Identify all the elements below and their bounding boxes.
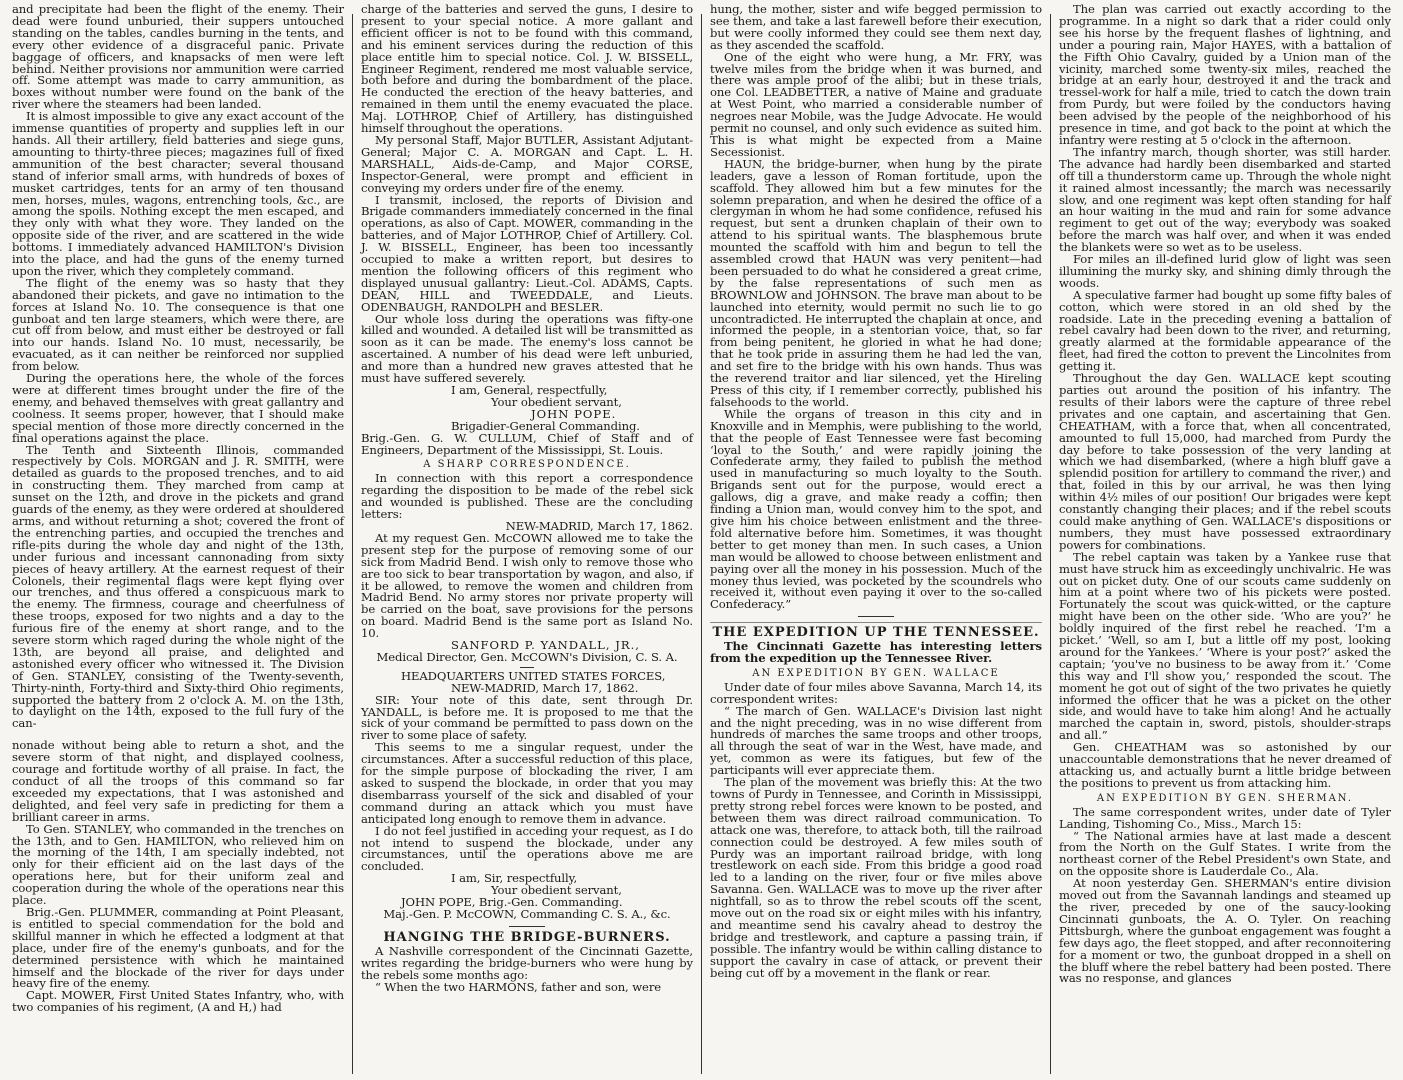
signature: SANFORD P. YANDALL, JR., bbox=[451, 638, 640, 653]
paragraph: Capt. MOWER, First United States Infantry, who, with two companies of his regiment, (A and H,) had bbox=[12, 988, 344, 1015]
paragraph: The plan was carried out exactly according to the programme. In a night so dark that a rider could only see his horse by the frequent flashes of lightning, and under a pouring rain, Major HAYES, with a battalion of the Fifth Ohio Cavalry, guided by a Union man of the vicinity, marched some twenty-six miles, reached the bridge at an early hour, destroyed it and the track and tressel-work for half a mile, tried to catch the down train from Purdy, but were foiled by the conductors having been advised by the people of the neighborhood of his presence in time, and got back to the point at which the infantry were resting at 5 o'clock in the afternoon. bbox=[1059, 4, 1391, 147]
letter-closing: I am, General, respectfully, bbox=[451, 383, 608, 397]
paragraph: I transmit, inclosed, the reports of Division and Brigade commanders immediately concerned in the final operations, as also of Capt. MOWER, commanding in the batteries, and of Major LOTHROP, Chief of Artillery. Col. J. W. BISSELL, Engineer, has been too incessantly occupied to make a written report, but desires to mention the following officers of this regiment who displayed unusual gallantry: Lieut.-Col. ADAMS, Capts. DEAN, HILL and TWEEDDALE, and Lieuts. ODENBAUGH, RANDOLPH and BESLER. bbox=[361, 192, 693, 314]
paragraph: “ The National armies have at last made a descent from the North on the Gulf States. I write from the northeast corner of the Rebel President's own State, and on the opposite shore is Lauderdale Co., Ala. bbox=[1059, 828, 1391, 879]
paragraph: “ When the two HARMONS, father and son, were bbox=[375, 979, 662, 994]
letter-closing: Your obedient servant, bbox=[491, 394, 622, 409]
intro-paragraph: The Cincinnati Gazette has interesting letters from the expedition up the Tennessee River. bbox=[710, 639, 1042, 666]
subheading: AN EXPEDITION BY GEN. SHERMAN. bbox=[1096, 792, 1354, 804]
column-3 bbox=[704, 4, 1048, 1080]
horizontal-rule bbox=[710, 622, 1042, 623]
divider bbox=[520, 667, 534, 668]
dateline: NEW-MADRID, March 17, 1862. bbox=[451, 680, 639, 695]
subheading: AN EXPEDITION BY GEN. WALLACE bbox=[752, 667, 1000, 679]
paragraph: One of the eight who were hung, a Mr. FRY, was twelve miles from the bridge when it was burned, and there was ample proof of the alibi; but in these trials, one Col. LEADBETTER, a native of Maine and graduate at West Point, who married a considerable number of negroes near Mobile, was the Judge Advocate. He would permit no counsel, and only such evidence as suited him. This is what might be expected from a Maine Secessionist. bbox=[710, 49, 1042, 159]
paragraph: The rebel captain was taken by a Yankee ruse that must have struck him as exceedingly unchivalric. He was out on picket duty. One of our scouts came suddenly on him at a point where two of his pickets were posted. Fortunately the scout was quick-witted, or the capture might have been on the other side. ‘Who are you?’ he boldly inquired of the first rebel he reached. ‘I'm a picket.’ ‘Well, so am I, but a little off my post, looking around for the Yankees.’ ‘Where is your post?’ asked the captain; ‘you've no business to be away from it.’ ‘Come this way and I'll show you,’ responded the scout. The moment he got out of sight of the two privates he quietly informed the officer that he was a picket on the other side, and would have to take him along! And he actually marched the captain in, sword, pistols, shoulder-straps and all.” bbox=[1059, 549, 1391, 743]
paragraph: The flight of the enemy was so hasty that they abandoned their pickets, and gave no intimation to the forces at Island No. 10. The consequence is that one gunboat and ten large steamers, which were there, are cut off from below, and must either be destroyed or fall into our hands. Island No. 10 must, necessarily, be evacuated, as it can neither be reinforced nor supplied from below. bbox=[12, 275, 344, 374]
addressee: Maj.-Gen. P. McCOWN, Commanding C. S. A., &c. bbox=[383, 906, 671, 921]
paragraph: In connection with this report a correspondence regarding the disposition to be made of the rebel sick and wounded is published. These are the concluding letters: bbox=[361, 471, 693, 522]
column-2 bbox=[355, 4, 699, 1080]
paragraph: The Tenth and Sixteenth Illinois, commanded respectively by Cols. MORGAN and J. R. SMITH, were detailed as guards to the proposed trenches, and to aid in constructing them. They marched from camp at sunset on the 12th, and drove in the pickets and grand guards of the enemy, as they were ordered at shouldered arms, and without returning a shot; covered the front of the entrenching parties, and occupied the trenches and rifle-pits during the whole day and night of the 13th, under furious and incessant cannonading from sixty pieces of heavy artillery. At the earnest request of their Colonels, their regimental flags were kept flying over our trenches, and thus offered a conspicuous mark to the enemy. The firmness, courage and cheerfulness of these troops, exposed for two nights and a day to the furious fire of the enemy at short range, and to the severe storm which raged during the whole night of the 13th, are beyond all praise, and delighted and astonished every officer who witnessed it. The Division of Gen. STANLEY, consisting of the Twenty-seventh, Thirty-ninth, Forty-third and Sixty-third Ohio regiments, supported the battery from 2 o'clock A. M. on the 13th, to daylight on the 14th, exposed to the full fury of the can- bbox=[12, 442, 344, 731]
paragraph: Under date of four miles above Savanna, March 14, its correspondent writes: bbox=[710, 679, 1042, 706]
paragraph: Brig.-Gen. PLUMMER, commanding at Point Pleasant, is entitled to special commendation for the bold and skillful manner in which he effected a lodgment at that place, under fire of the enemy's gunboats, and for the determined persistence with which he maintained himself and the blockade of the river for days under heavy fire of the enemy. bbox=[12, 904, 344, 991]
signature: JOHN POPE. bbox=[531, 406, 617, 421]
paragraph: The plan of the movement was briefly this: At the two towns of Purdy in Tennessee, and Corinth in Mississippi, pretty strong rebel forces were known to be posted, and between them was direct railroad communication. To attack one was, therefore, to attack both, till the railroad connection could be destroyed. A few miles south of Purdy was an important railroad bridge, with long trestlework on each side. From this bridge a good road led to a landing on the river, four or five miles above Savanna. Gen. WALLACE was to move up the river after nightfall, so as to throw the rebel scouts off the scent, move out on the road six or eight miles with his infantry, and meantime send his cavalry ahead to destroy the bridge and trestlework, and capture a passing train, if possible. The infantry would be within calling distance to support the cavalry in case of attack, or prevent their being cut off by a movement in the flank or rear. bbox=[710, 775, 1042, 980]
column-divider bbox=[352, 14, 353, 1074]
column-divider bbox=[701, 14, 702, 1074]
paragraph: “ The march of Gen. WALLACE's Division last night and the night preceding, was in no wise different from hundreds of marches the same troops and other troops, all through the seat of war in the West, have made, and yet, common as were its fatigues, but few of the participants will ever appreciate them. bbox=[710, 703, 1042, 778]
paragraph: and precipitate had been the flight of the enemy. Their dead were found unburied, their suppers untouched standing on the tables, candles burning in the tents, and every other evidence of a disgraceful panic. Private baggage of officers, and knapsacks of men were left behind. Neither provisions nor ammunition were carried off. Some attempt was made to carry ammunition, as boxes without number were found on the bank of the river where the steamers had been landed. bbox=[12, 4, 344, 112]
paragraph: A Nashville correspondent of the Cincinnati Gazette, writes regarding the bridge-burners who were hung by the rebels some months ago: bbox=[361, 943, 693, 982]
paragraph: I do not feel justified in acceding your request, as I do not intend to suspend the blockade, under any circumstances, until the operations above me are concluded. bbox=[361, 823, 693, 874]
paragraph: At noon yesterday Gen. SHERMAN's entire division moved out from the Savannah landings and steamed up the river, preceded by one of the saucy-looking Cincinnati gunboats, the A. O. Tyler. On reaching Pittsburgh, where the gunboat engagement was fought a few days ago, the fleet stopped, and after reconnoitering for a moment or two, the gunboat dropped in a shell on the bluff where the rebel battery had been posted. There was no response, and glances bbox=[1059, 876, 1391, 986]
headquarters-line: HEADQUARTERS UNITED STATES FORCES, bbox=[401, 668, 666, 683]
section-heading: THE EXPEDITION UP THE TENNESSEE. bbox=[712, 625, 1040, 641]
paragraph: Throughout the day Gen. WALLACE kept scouting parties out around the position of his infantry. The results of their labors were the capture of three rebel privates and one captain, and ascertaining that Gen. CHEATHAM, with a force that, when all concentrated, amounted to full 15,000, had marched from Purdy the day before to take possession of the very landing at which we had disembarked, (where a high bluff gave a splendid position for artillery to command the river,) and that, foiled in this by our arrival, he was then lying within 4½ miles of our position! Our brigades were kept constantly changing their places; and if the rebel scouts could make anything of Gen. WALLACE's dispositions or numbers, they must have possessed extraordinary powers for combinations. bbox=[1059, 371, 1391, 552]
paragraph: During the operations here, the whole of the forces were at different times brought under the fire of the enemy, and behaved themselves with great gallantry and coolness. It seems proper, however, that I should make special mention of those more directly concerned in the final operations against the place. bbox=[12, 371, 344, 445]
paragraph: Gen. CHEATHAM was so astonished by our unaccountable demonstrations that he never dreamed of attacking us, and actually burnt a little bridge between the positions to prevent us from attacking him. bbox=[1059, 740, 1391, 790]
column-1 bbox=[6, 4, 350, 1080]
signature: JOHN POPE, Brig.-Gen. Commanding. bbox=[401, 895, 623, 910]
section-heading: A SHARP CORRESPONDENCE. bbox=[423, 459, 631, 471]
paragraph: For miles an ill-defined lurid glow of light was seen illumining the murky sky, and shining dimly through the woods. bbox=[1059, 252, 1391, 290]
dateline: NEW-MADRID, March 17, 1862. bbox=[505, 518, 693, 533]
paragraph: charge of the batteries and served the guns, I desire to present to your special notice. A more gallant and efficient officer is not to be found with this command, and his eminent services during the reduction of this place entitle him to special notice. Col. J. W. BISSELL, Engineer Regiment, rendered me most valuable service, both before and during the bombardment of the place. He conducted the erection of the heavy batteries, and remained in them until the enemy evacuated the place. Maj. LOTHROP, Chief of Artillery, has distinguished himself throughout the operations. bbox=[361, 4, 693, 136]
paragraph: SIR: Your note of this date, sent through Dr. YANDALL, is before me. It is proposed to me that the sick of your command be permitted to pass down on the river to some place of safety. bbox=[361, 692, 693, 743]
signature-title: Brigadier-General Commanding. bbox=[451, 418, 640, 433]
section-heading: HANGING THE BRIDGE-BURNERS. bbox=[383, 929, 671, 945]
column-4 bbox=[1053, 4, 1397, 1080]
column-divider bbox=[1050, 14, 1051, 1074]
paragraph: To Gen. STANLEY, who commanded in the trenches on the 13th, and to Gen. HAMILTON, who relieved him on the morning of the 14th, I am specially indebted, not only for their efficient aid on the last days of the operations here, but for their uniform zeal and cooperation during the whole of the operations near this place. bbox=[12, 821, 344, 908]
paragraph: A speculative farmer had bought up some fifty bales of cotton, which were stored in an old shed by the roadside. Late in the preceding evening a battalion of rebel cavalry had been down to the river, and returning, greatly alarmed at the formidable appearance of the fleet, had fired the cotton to prevent the Lincolnites from getting it. bbox=[1059, 287, 1391, 374]
paragraph: My personal Staff, Major BUTLER, Assistant Adjutant-General; Major C. A. MORGAN and Capt. L. H. MARSHALL, Aids-de-Camp, and Major CORSE, Inspector-General, were prompt and efficient in conveying my orders under fire of the enemy. bbox=[361, 132, 693, 195]
letter-closing: Your obedient servant, bbox=[491, 883, 622, 898]
paragraph: HAUN, the bridge-burner, when hung by the pirate leaders, gave a lesson of Roman fortitude, upon the scaffold. They allowed him but a few minutes for the solemn preparation, and when he desired the office of a clergyman in whom he had some confidence, refused his request, but sent a drunken chaplain of their own to attend to his spiritual wants. The blasphemous brute mounted the scaffold with him and begun to tell the assembled crowd that HAUN was very penitent—had been persuaded to do what he considered a great crime, by the false representations of such men as BROWNLOW and JOHNSON. The brave man about to be launched into eternity, would permit no such lie to go uncontradicted. He interrupted the chaplain at once, and informed the people, in a stentorian voice, that, so far from being penitent, he gloried in what he had done; that he took pride in assuring them he had led the van, and set fire to the bridge with his own hands. Thus was the reverend traitor and liar silenced, yet the Hireling Press of this city, if I remember correctly, published his falsehoods to the world. bbox=[710, 156, 1042, 409]
paragraph: hung, the mother, sister and wife begged permission to see them, and take a last farewell before their execution, but were coolly informed they could see them next day, as they ascended the scaffold. bbox=[710, 4, 1042, 52]
paragraph: At my request Gen. McCOWN allowed me to take the present step for the purpose of removing some of our sick from Madrid Bend. I wish only to remove those who are too sick to bear transportation by wagon, and also, if it be allowed, to remove the women and children from Madrid Bend. No army stores nor private property will be carried on the boat, save provisions for the persons on board. Madrid Bend is the same port as Island No. 10. bbox=[361, 530, 693, 641]
paragraph: Our whole loss during the operations was fifty-one killed and wounded. A detailed list will be transmitted as soon as it can be made. The enemy's loss cannot be ascertained. A number of his dead were left unburied, and more than a hundred new graves attested that he must have suffered severely. bbox=[361, 311, 693, 386]
letter-closing: I am, Sir, respectfully, bbox=[451, 871, 578, 886]
paragraph: It is almost impossible to give any exact account of the immense quantities of property and supplies left in our hands. All their artillery, field batteries and siege guns, amounting to thirty-three pieces; magazines full of fixed ammunition of the best character; several thousand stand of inferior small arms, with hundreds of boxes of musket cartridges, tents for an army of ten thousand men, horses, mules, wagons, entrenching tools, &c., are among the spoils. Nothing except the men escaped, and they only with what they wore. They landed on the opposite side of the river, and are scattered in the wide bottoms. I immediately advanced HAMILTON's Division into the place, and had the guns of the enemy turned upon the river, which they completely command. bbox=[12, 109, 344, 278]
paragraph: This seems to me a singular request, under the circumstances. After a successful reduction of this place, for the simple purpose of blockading the river, I am asked to suspend the blockade, in order that you may disembarrass yourself of the sick and disabled of your command during an attack which you must have anticipated long enough to remove them in advance. bbox=[361, 740, 693, 826]
addressee: Brig.-Gen. G. W. CULLUM, Chief of Staff and of Engineers, Department of the Mississippi, St. Louis. bbox=[361, 430, 693, 457]
paragraph: The same correspondent writes, under date of Tyler Landing, Tishoming Co., Miss., March 15: bbox=[1059, 804, 1391, 831]
divider bbox=[509, 926, 545, 927]
signature-title: Medical Director, Gen. McCOWN's Division, C. S. A. bbox=[376, 649, 678, 664]
paragraph: The infantry march, though shorter, was still harder. The advance had hardly been disembarked and started off till a thunderstorm came up. Through the whole night it rained almost incessantly; the march was necessarily slow, and one regiment was kept often standing for half an hour waiting in the mud and rain for some advance regiment to get out of the way; everybody was soaked before the march was half over, and when it was ended the blankets were so wet as to be useless. bbox=[1059, 144, 1391, 255]
divider bbox=[858, 616, 894, 617]
paragraph: While the organs of treason in this city and in Knoxville and in Memphis, were publishing to the world, that the people of East Tennessee were fast becoming ‘loyal to the South,’ and were rapidly joining the Confederate army, they failed to publish the method used in manufacturing so much loyalty to the South. Brigands sent out for the purpose, would erect a gallows, dig a grave, and make ready a coffin; then finding a Union man, would convey him to the spot, and give him his choice between enlistment and the three-fold alternative before him. Sometimes, it was thought better to get money than men. In such cases, a Union man would be allowed to choose between enlistment and paying over all the money in his possession. Much of the money thus levied, was pocketed by the scoundrels who received it, without even paying it over to the so-called Confederacy.” bbox=[710, 406, 1042, 612]
paragraph: nonade without being able to return a shot, and the severe storm of that night, and displayed coolness, courage and fortitude worthy of all praise. In fact, the conduct of all the troops of this command so far exceeded my expectations, that I was astonished and delighted, and feel very safe in predicting for them a brilliant career in arms. bbox=[12, 738, 344, 824]
